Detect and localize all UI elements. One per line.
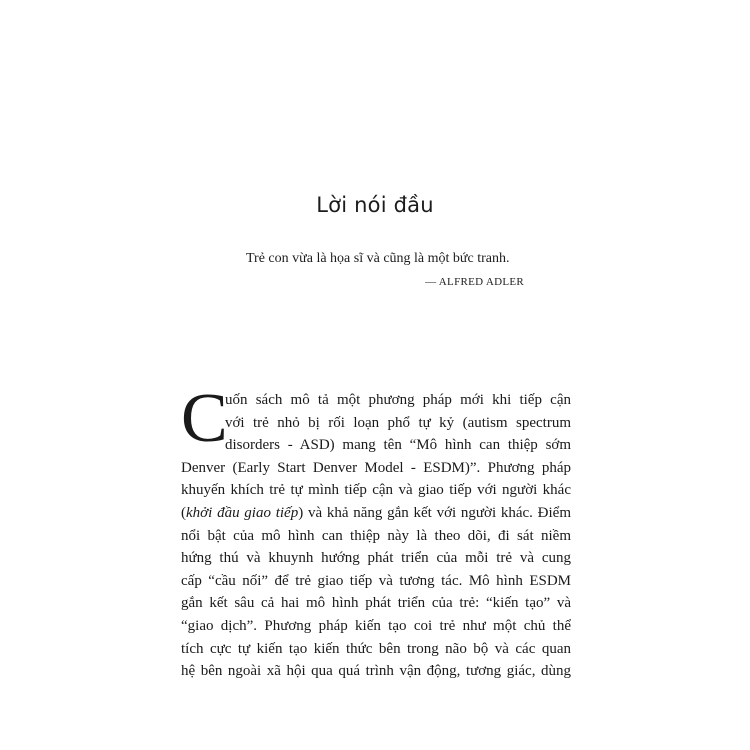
body-line: hệ bên ngoài xã hội qua quá trình vận động, tương giác, dùng bbox=[181, 663, 571, 680]
epigraph-quote: Trẻ con vừa là họa sĩ và cũng là một bức tranh. bbox=[246, 251, 510, 266]
body-paragraph bbox=[181, 389, 571, 683]
body-line: tích cực tự kiến tạo kiến thức bên trong não bộ và các quan bbox=[181, 640, 571, 657]
italic-phrase: khởi đầu giao tiếp bbox=[186, 504, 299, 521]
body-line: disorders - ASD) mang tên “Mô hình can thiệp sớm bbox=[225, 437, 571, 454]
body-line: với trẻ nhỏ bị rối loạn phổ tự kỷ (autism spectrum bbox=[225, 414, 571, 431]
chapter-title: Lời nói đầu bbox=[316, 193, 434, 217]
drop-cap: C bbox=[181, 380, 228, 457]
epigraph-author: — ALFRED ADLER bbox=[425, 276, 524, 288]
body-line: uốn sách mô tả một phương pháp mới khi tiếp cận bbox=[225, 392, 571, 408]
body-line: cấp “cầu nối” để trẻ giao tiếp và tương tác. Mô hình ESDM bbox=[181, 572, 571, 589]
body-line: “giao dịch”. Phương pháp kiến tạo coi trẻ như một chủ thể bbox=[181, 617, 571, 634]
body-line: hứng thú và khuynh hướng phát triển của mỗi trẻ và cung bbox=[181, 550, 571, 567]
body-line: Denver (Early Start Denver Model - ESDM)”. Phương pháp bbox=[181, 459, 571, 476]
epigraph bbox=[246, 250, 526, 290]
body-line-with-italic: (khởi đầu giao tiếp) và khả năng gắn kết với người khác. Điểm bbox=[181, 504, 571, 521]
body-line: gắn kết sâu cả hai mô hình phát triển của trẻ: “kiến tạo” và bbox=[181, 595, 571, 612]
body-line-rest: và khả năng gắn kết với người khác. Điểm bbox=[307, 504, 571, 521]
body-line: nổi bật của mô hình can thiệp này là theo dõi, đi sát niềm bbox=[181, 527, 571, 544]
body-line: khuyến khích trẻ tự mình tiếp cận và giao tiếp với người khác bbox=[181, 482, 571, 499]
